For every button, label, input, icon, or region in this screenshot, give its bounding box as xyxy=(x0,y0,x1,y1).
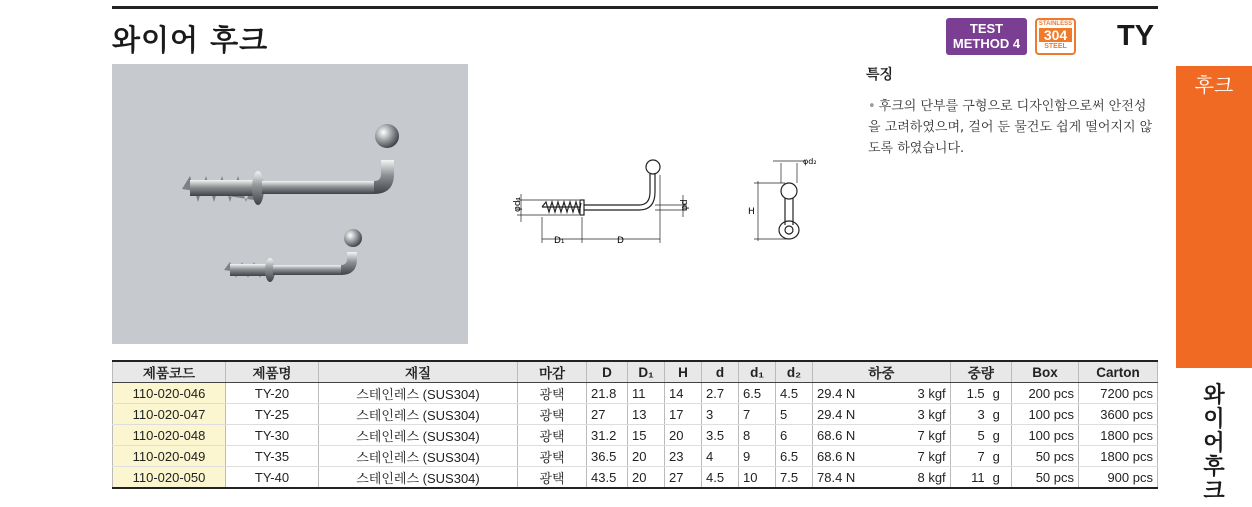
cell-box: 50 pcs xyxy=(1012,446,1079,467)
cell-d1: 8 xyxy=(739,425,776,446)
cell-d: 3 xyxy=(702,404,739,425)
cell-weight-value: 1.5 xyxy=(950,383,989,404)
col-header-H: H xyxy=(665,361,702,383)
cell-H: 20 xyxy=(665,425,702,446)
dimension-diagram xyxy=(505,145,835,255)
cell-name: TY-30 xyxy=(226,425,319,446)
col-header-load: 하중 xyxy=(813,361,951,383)
cell-d2: 7.5 xyxy=(776,467,813,489)
cell-finish: 광택 xyxy=(518,446,587,467)
cell-carton: 900 pcs xyxy=(1079,467,1158,489)
cell-D: 36.5 xyxy=(587,446,628,467)
cell-weight-unit: g xyxy=(989,383,1012,404)
cell-material: 스테인레스 (SUS304) xyxy=(319,467,518,489)
badge-steel-mid: 304 xyxy=(1039,28,1072,42)
top-rule xyxy=(112,6,1158,9)
cell-d1: 6.5 xyxy=(739,383,776,404)
cell-load-n: 29.4 N xyxy=(813,404,890,425)
cell-finish: 광택 xyxy=(518,383,587,404)
cell-weight-unit: g xyxy=(989,404,1012,425)
dim-label-d: φd xyxy=(680,199,690,211)
side-char: 이 xyxy=(1203,407,1225,432)
stainless-304-badge xyxy=(1035,18,1076,55)
cell-D1: 11 xyxy=(628,383,665,404)
bullet-icon: • xyxy=(868,99,876,114)
table-row xyxy=(113,383,1158,404)
badge-test-line2: METHOD 4 xyxy=(952,36,1021,51)
cell-H: 23 xyxy=(665,446,702,467)
cell-load-n: 68.6 N xyxy=(813,446,890,467)
col-header-d: d xyxy=(702,361,739,383)
col-header-code: 제품코드 xyxy=(113,361,226,383)
col-header-material: 재질 xyxy=(319,361,518,383)
badge-steel-top: STAINLESS xyxy=(1038,21,1073,27)
cell-D1: 20 xyxy=(628,446,665,467)
cell-d1: 7 xyxy=(739,404,776,425)
cell-d: 4.5 xyxy=(702,467,739,489)
side-vertical-title xyxy=(1176,384,1252,504)
table-row xyxy=(113,446,1158,467)
page-title: 와이어 후크 xyxy=(112,23,269,57)
cell-D1: 20 xyxy=(628,467,665,489)
cell-load-kgf: 8 kgf xyxy=(890,467,951,489)
cell-weight-unit: g xyxy=(989,467,1012,489)
cell-load-kgf: 3 kgf xyxy=(890,404,951,425)
cell-box: 100 pcs xyxy=(1012,425,1079,446)
cell-finish: 광택 xyxy=(518,404,587,425)
cell-load-n: 78.4 N xyxy=(813,467,890,489)
cell-d2: 4.5 xyxy=(776,383,813,404)
dim-label-H: H xyxy=(748,207,755,217)
cell-carton: 7200 pcs xyxy=(1079,383,1158,404)
cell-material: 스테인레스 (SUS304) xyxy=(319,446,518,467)
cell-code: 110-020-050 xyxy=(113,467,226,489)
cell-D: 31.2 xyxy=(587,425,628,446)
cell-carton: 3600 pcs xyxy=(1079,404,1158,425)
cell-d: 3.5 xyxy=(702,425,739,446)
cell-weight-value: 5 xyxy=(950,425,989,446)
cell-code: 110-020-049 xyxy=(113,446,226,467)
col-header-finish: 마감 xyxy=(518,361,587,383)
cell-material: 스테인레스 (SUS304) xyxy=(319,404,518,425)
side-tab-label: 후크 xyxy=(1194,73,1234,97)
cell-name: TY-20 xyxy=(226,383,319,404)
side-char: 어 xyxy=(1203,431,1225,456)
cell-D1: 15 xyxy=(628,425,665,446)
dim-label-d2: φd₂ xyxy=(803,157,817,166)
cell-weight-value: 3 xyxy=(950,404,989,425)
cell-carton: 1800 pcs xyxy=(1079,446,1158,467)
col-header-d2: d₂ xyxy=(776,361,813,383)
table-row xyxy=(113,404,1158,425)
col-header-carton: Carton xyxy=(1079,361,1158,383)
cell-H: 27 xyxy=(665,467,702,489)
features-title: 특징 xyxy=(866,67,894,83)
side-char: 후 xyxy=(1203,455,1225,480)
features-text xyxy=(868,96,1158,159)
cell-d1: 10 xyxy=(739,467,776,489)
cell-code: 110-020-048 xyxy=(113,425,226,446)
series-code: TY xyxy=(1117,20,1155,52)
cell-d1: 9 xyxy=(739,446,776,467)
spec-table xyxy=(112,360,1158,489)
cell-box: 50 pcs xyxy=(1012,467,1079,489)
col-header-D: D xyxy=(587,361,628,383)
features-paragraph: 후크의 단부를 구형으로 디자인함으로써 안전성을 고려하였으며, 걸어 둔 물건도 쉽게 떨어지지 않도록 하였습니다. xyxy=(868,99,1153,156)
side-char: 크 xyxy=(1203,479,1225,504)
table-header-row xyxy=(113,361,1158,383)
large-hook-image xyxy=(182,124,399,205)
cell-box: 200 pcs xyxy=(1012,383,1079,404)
cell-weight-value: 11 xyxy=(950,467,989,489)
table-row xyxy=(113,425,1158,446)
cell-weight-unit: g xyxy=(989,425,1012,446)
cell-load-kgf: 3 kgf xyxy=(890,383,951,404)
cell-finish: 광택 xyxy=(518,425,587,446)
side-char: 와 xyxy=(1203,383,1225,408)
cell-box: 100 pcs xyxy=(1012,404,1079,425)
col-header-D1: D₁ xyxy=(628,361,665,383)
cell-name: TY-35 xyxy=(226,446,319,467)
cell-load-kgf: 7 kgf xyxy=(890,446,951,467)
table-row xyxy=(113,467,1158,489)
cell-material: 스테인레스 (SUS304) xyxy=(319,425,518,446)
cell-D: 27 xyxy=(587,404,628,425)
cell-D: 21.8 xyxy=(587,383,628,404)
dim-label-d1: φd₁ xyxy=(513,196,523,212)
cell-d: 4 xyxy=(702,446,739,467)
cell-D1: 13 xyxy=(628,404,665,425)
cell-d2: 5 xyxy=(776,404,813,425)
cell-H: 17 xyxy=(665,404,702,425)
badge-test-line1: TEST xyxy=(969,21,1004,36)
badge-steel-bottom: STEEL xyxy=(1044,43,1067,50)
category-side-tab[interactable] xyxy=(1176,66,1252,368)
cell-load-n: 68.6 N xyxy=(813,425,890,446)
col-header-weight: 중량 xyxy=(950,361,1011,383)
cell-finish: 광택 xyxy=(518,467,587,489)
cell-name: TY-25 xyxy=(226,404,319,425)
cell-code: 110-020-046 xyxy=(113,383,226,404)
cell-d: 2.7 xyxy=(702,383,739,404)
col-header-box: Box xyxy=(1012,361,1079,383)
cell-material: 스테인레스 (SUS304) xyxy=(319,383,518,404)
product-photo xyxy=(112,64,468,344)
cell-D: 43.5 xyxy=(587,467,628,489)
cell-H: 14 xyxy=(665,383,702,404)
dim-label-D: D xyxy=(617,236,624,246)
dim-label-D1: D₁ xyxy=(554,236,565,246)
col-header-name: 제품명 xyxy=(226,361,319,383)
cell-load-kgf: 7 kgf xyxy=(890,425,951,446)
cell-weight-value: 7 xyxy=(950,446,989,467)
cell-carton: 1800 pcs xyxy=(1079,425,1158,446)
col-header-d1: d₁ xyxy=(739,361,776,383)
cell-d2: 6 xyxy=(776,425,813,446)
cell-code: 110-020-047 xyxy=(113,404,226,425)
cell-weight-unit: g xyxy=(989,446,1012,467)
cell-name: TY-40 xyxy=(226,467,319,489)
cell-d2: 6.5 xyxy=(776,446,813,467)
cell-load-n: 29.4 N xyxy=(813,383,890,404)
small-hook-image xyxy=(224,229,362,282)
test-method-badge xyxy=(946,18,1027,55)
